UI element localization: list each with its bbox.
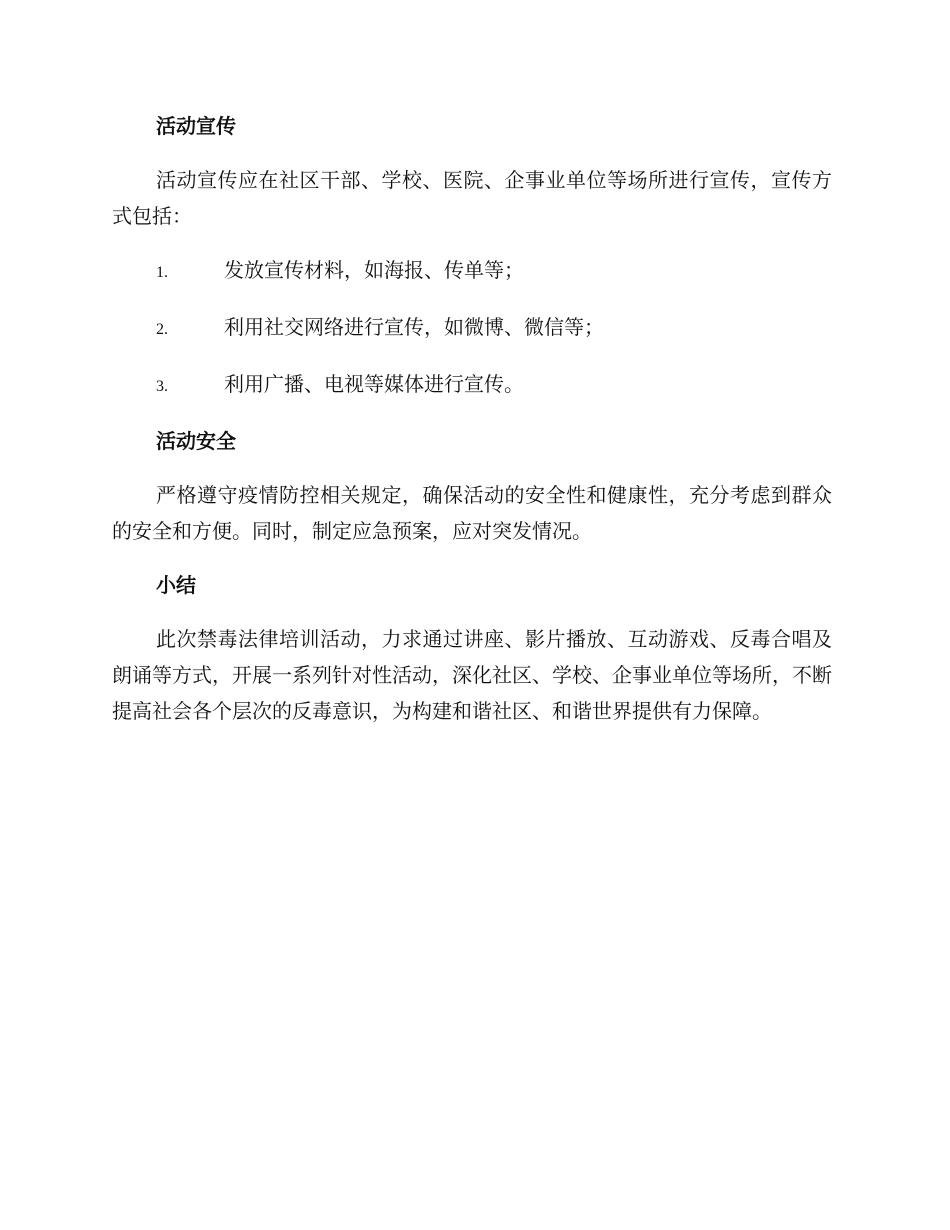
promotion-methods-list [112, 252, 832, 405]
document-page [112, 108, 832, 747]
section-heading-summary: 小结 [156, 573, 196, 597]
section-heading-safety: 活动安全 [156, 429, 236, 453]
list-item-number: 2. [156, 321, 168, 338]
list-item-text: 利用社交网络进行宣传，如微博、微信等； [224, 315, 604, 339]
safety-paragraph: 严格遵守疫情防控相关规定，确保活动的安全性和健康性，充分考虑到群众的安全和方便。同时，制定应急预案，应对突发情况。 [112, 483, 832, 543]
section-heading-promotion: 活动宣传 [156, 114, 236, 138]
list-item [112, 252, 832, 291]
list-item-text: 利用广播、电视等媒体进行宣传。 [224, 372, 524, 396]
list-item-number: 3. [156, 378, 168, 395]
list-item [112, 366, 832, 405]
summary-paragraph: 此次禁毒法律培训活动，力求通过讲座、影片播放、互动游戏、反毒合唱及朗诵等方式，开展一系列针对性活动，深化社区、学校、企事业单位等场所，不断提高社会各个层次的反毒意识，为构建和谐社区、和谐世界提供有力保障。 [112, 627, 832, 723]
list-item [112, 309, 832, 348]
promotion-intro-paragraph: 活动宣传应在社区干部、学校、医院、企事业单位等场所进行宣传，宣传方式包括： [112, 168, 832, 228]
list-item-number: 1. [156, 264, 168, 281]
list-item-text: 发放宣传材料，如海报、传单等； [224, 258, 524, 282]
